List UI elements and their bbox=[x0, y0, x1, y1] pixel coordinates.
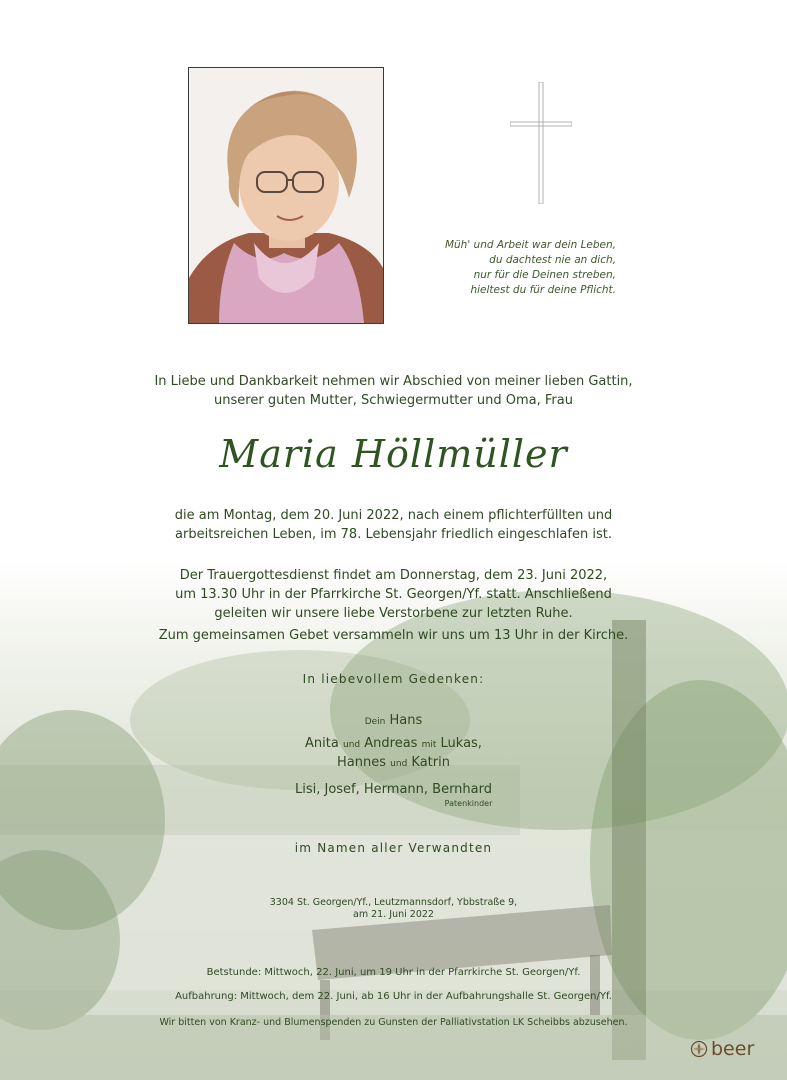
dein-label: Dein bbox=[364, 717, 386, 727]
deceased-name: Maria Höllmüller bbox=[219, 432, 568, 476]
godchildren-names: Lisi, Josef, Hermann, Bernhard bbox=[294, 782, 492, 797]
grandchild-name: Lukas, bbox=[440, 736, 482, 751]
prayer-info bbox=[0, 961, 787, 1009]
quote-line: nur für die Deinen streben, bbox=[473, 269, 616, 281]
child-name: Andreas bbox=[364, 736, 418, 751]
death-notice bbox=[0, 506, 787, 544]
grandchild-name: Katrin bbox=[411, 755, 450, 770]
child-name: Anita bbox=[305, 736, 339, 751]
logo-text: beer bbox=[711, 1038, 755, 1060]
relatives-line: im Namen aller Verwandten bbox=[294, 841, 493, 855]
flower-icon bbox=[690, 1040, 708, 1058]
memory-heading: In liebevollem Gedenken: bbox=[302, 672, 485, 686]
betstunde-line: Betstunde: Mittwoch, 22. Juni, um 19 Uhr in der Pfarrkirche St. Georgen/Yf. bbox=[206, 967, 581, 978]
service-line: Der Trauergottesdienst findet am Donnerstag, dem 23. Juni 2022, bbox=[179, 568, 608, 583]
death-line: arbeitsreichen Leben, im 78. Lebensjahr friedlich eingeschlafen ist. bbox=[175, 527, 612, 542]
family-line-children bbox=[0, 735, 787, 754]
funeral-service-info bbox=[0, 566, 787, 645]
intro-line: unserer guten Mutter, Schwiegermutter und Oma, Frau bbox=[214, 393, 573, 408]
address-date: am 21. Juni 2022 bbox=[353, 909, 434, 920]
godchildren-label: Patenkinder bbox=[444, 799, 493, 808]
quote-line: du dachtest nie an dich, bbox=[489, 254, 616, 266]
aufbahrung-line: Aufbahrung: Mittwoch, dem 22. Juni, ab 16 Uhr in der Aufbahrungshalle St. Georgen/Yf. bbox=[175, 991, 612, 1002]
address-line: 3304 St. Georgen/Yf., Leutzmannsdorf, Ybbstraße 9, bbox=[269, 897, 518, 908]
mit-label: mit bbox=[421, 740, 437, 750]
spouse-name: Hans bbox=[389, 713, 423, 728]
grandchild-name: Hannes bbox=[337, 755, 387, 770]
service-line: Zum gemeinsamen Gebet versammeln wir uns um 13 Uhr in der Kirche. bbox=[158, 628, 629, 643]
address-block bbox=[0, 897, 787, 921]
intro-line: In Liebe und Dankbarkeit nehmen wir Abschied von meiner lieben Gattin, bbox=[154, 374, 633, 389]
death-line: die am Montag, dem 20. Juni 2022, nach einem pflichterfüllten und bbox=[174, 508, 613, 523]
family-line-spouse bbox=[0, 712, 787, 731]
und-label: und bbox=[342, 740, 361, 750]
service-line: geleiten wir unsere liebe Verstorbene zur letzten Ruhe. bbox=[214, 606, 573, 621]
quote-line: Müh' und Arbeit war dein Leben, bbox=[444, 239, 616, 251]
portrait-illustration bbox=[189, 68, 383, 323]
portrait-photo bbox=[188, 67, 384, 324]
family-line-grandchildren bbox=[0, 754, 787, 773]
cross-icon bbox=[510, 82, 572, 208]
donation-note: Wir bitten von Kranz- und Blumenspenden zu Gunsten der Palliativstation LK Scheibbs abzusehen. bbox=[159, 1017, 628, 1028]
quote-line: hieltest du für deine Pflicht. bbox=[470, 284, 616, 296]
family-list bbox=[0, 712, 787, 809]
memorial-quote bbox=[420, 238, 616, 298]
und-label: und bbox=[390, 759, 408, 769]
intro-text bbox=[0, 372, 787, 410]
beer-logo bbox=[690, 1038, 754, 1060]
service-line: um 13.30 Uhr in der Pfarrkirche St. Georgen/Yf. statt. Anschließend bbox=[175, 587, 612, 602]
